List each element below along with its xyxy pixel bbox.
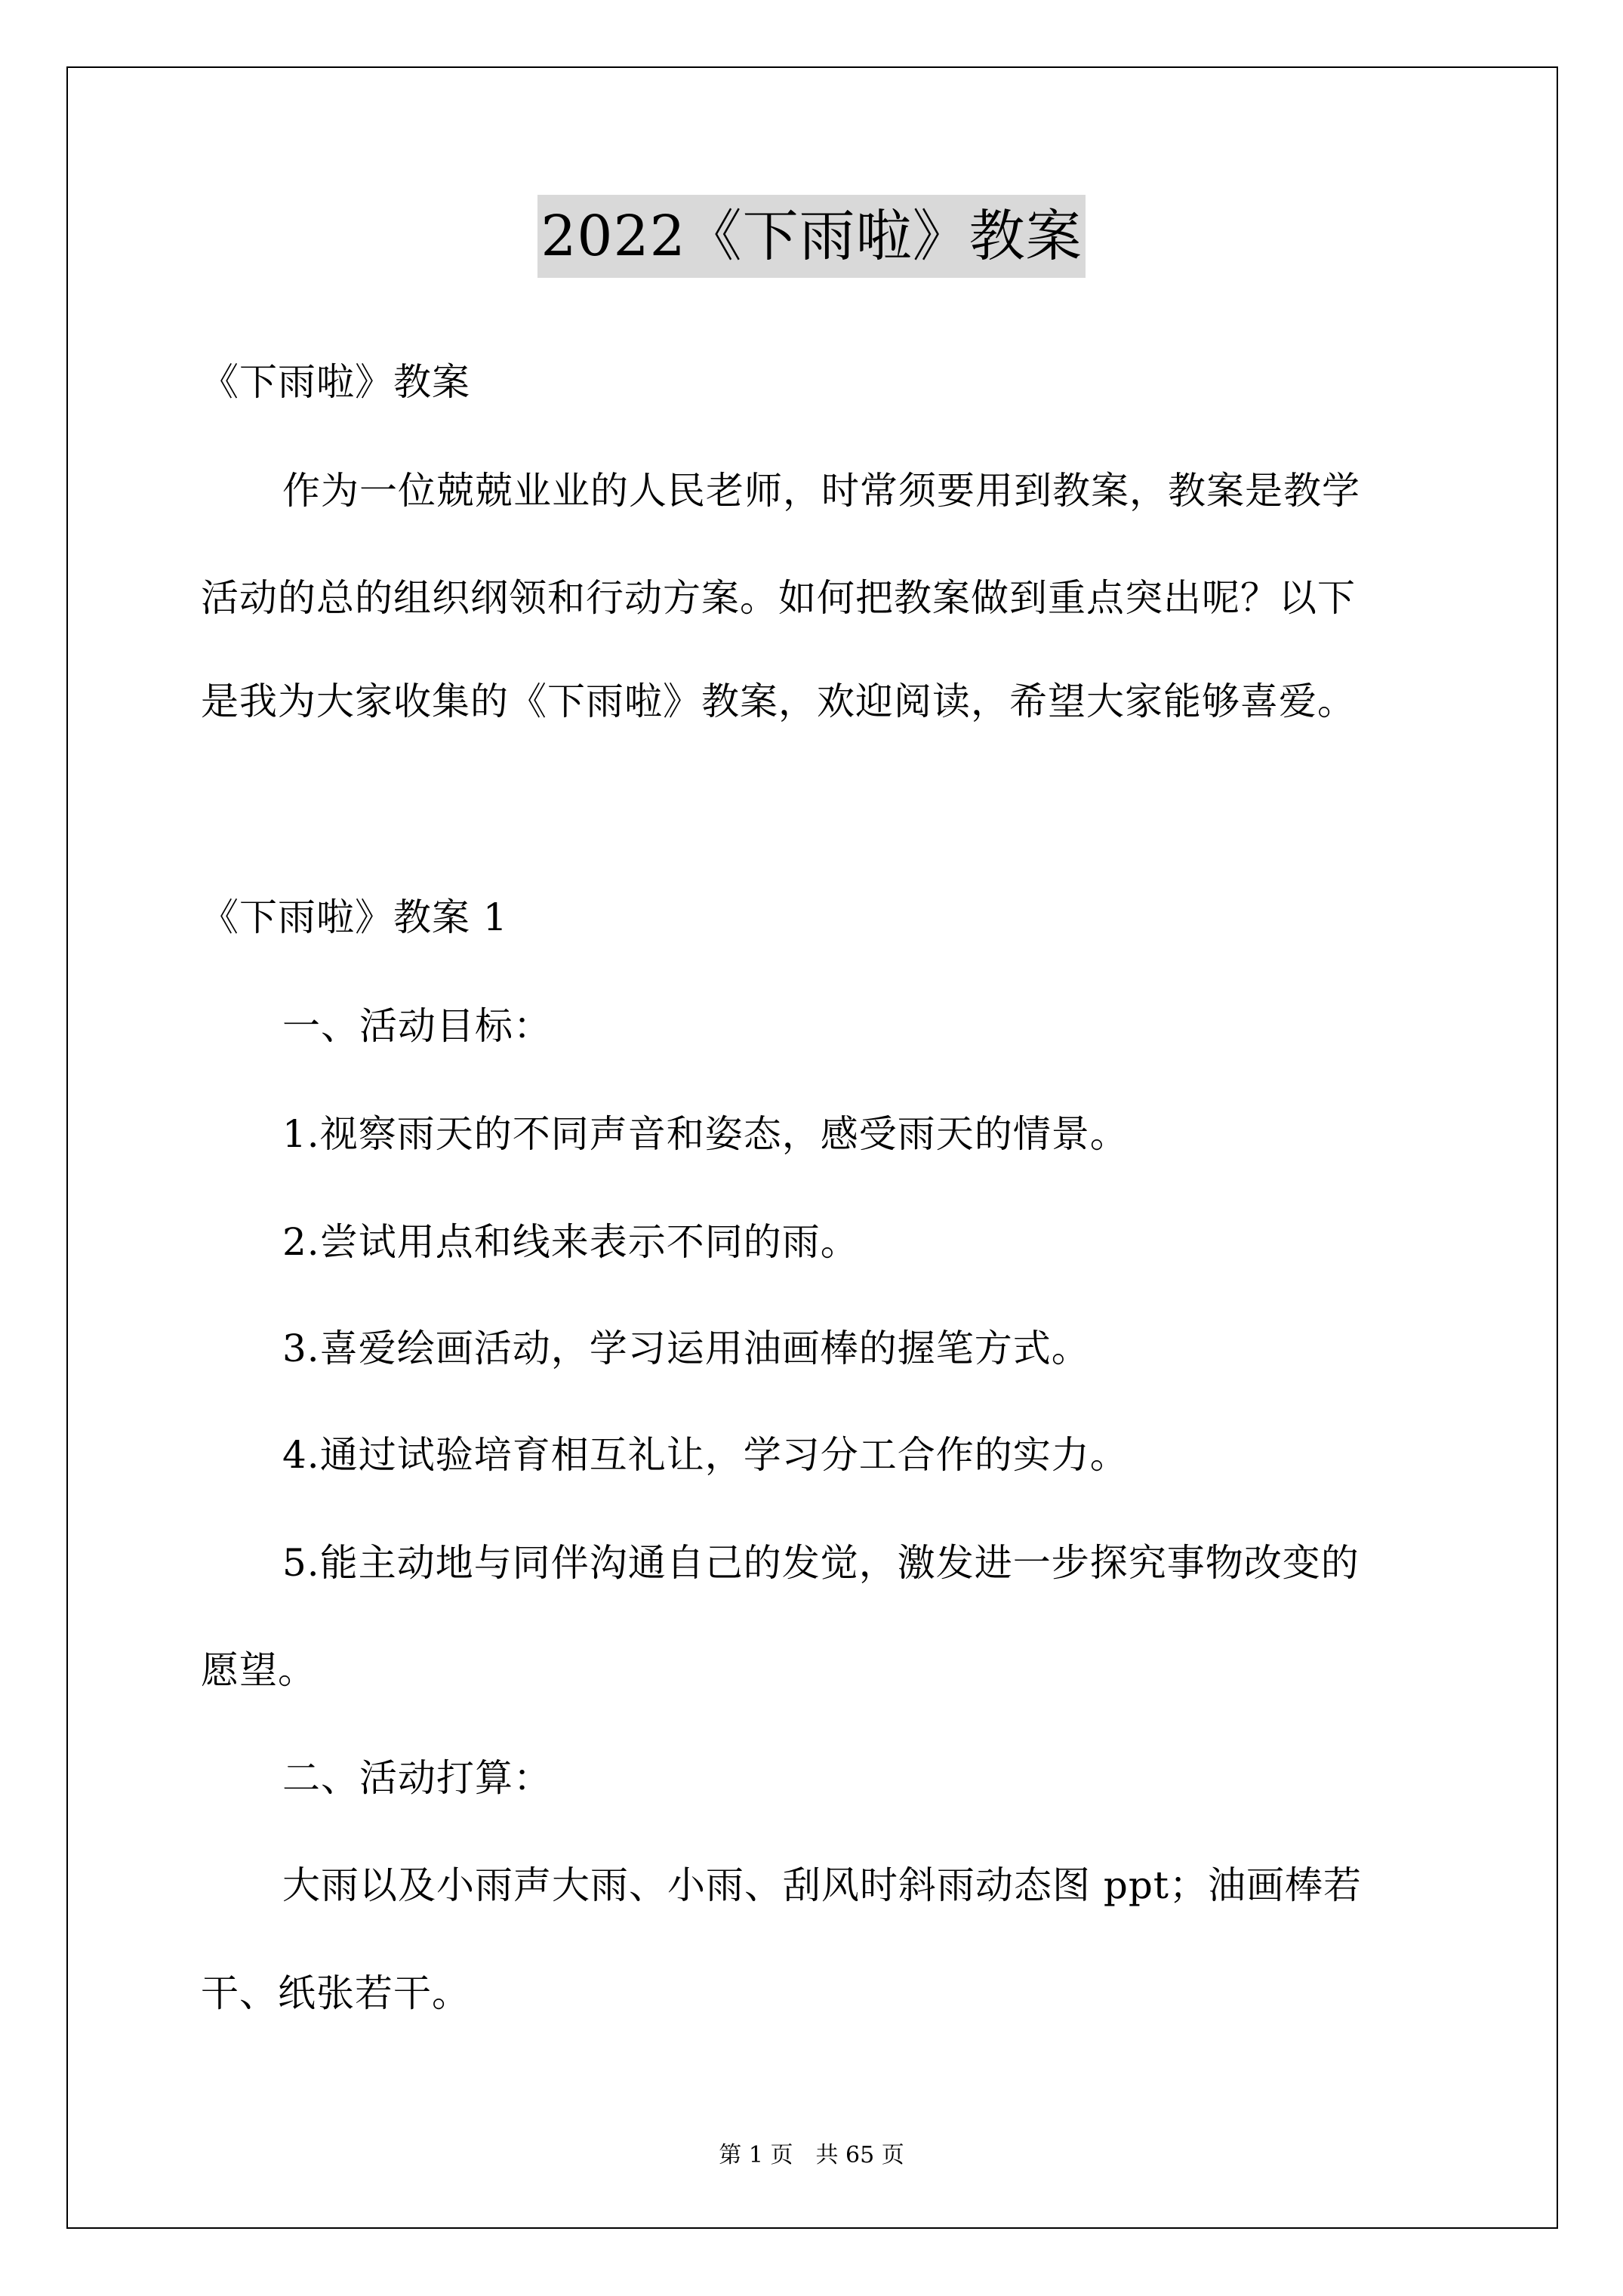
goal-item-2: 2.尝试用点和线来表示不同的雨。 <box>282 1220 859 1264</box>
intro-paragraph-line-3: 是我为大家收集的《下雨啦》教案，欢迎阅读，希望大家能够喜爱。 <box>201 680 1356 723</box>
preparation-line-2: 干、纸张若干。 <box>201 1971 470 2015</box>
document-title: 2022《下雨啦》教案 <box>537 195 1085 278</box>
title-container <box>0 195 1623 278</box>
subtitle-line: 《下雨啦》教案 <box>201 360 470 404</box>
goal-item-1: 1.视察雨天的不同声音和姿态，感受雨天的情景。 <box>282 1112 1129 1156</box>
intro-paragraph-line-1: 作为一位兢兢业业的人民老师，时常须要用到教案，教案是教学 <box>282 469 1360 513</box>
section-heading-plan-1: 《下雨啦》教案 1 <box>201 895 508 939</box>
heading-activity-preparation: 二、活动打算： <box>282 1756 552 1800</box>
goal-item-5-line-1: 5.能主动地与同伴沟通自己的发觉，激发进一步探究事物改变的 <box>282 1541 1360 1585</box>
goal-item-5-line-2: 愿望。 <box>201 1648 316 1692</box>
goal-item-4: 4.通过试验培育相互礼让，学习分工合作的实力。 <box>282 1433 1129 1477</box>
heading-activity-goals: 一、活动目标： <box>282 1004 552 1048</box>
intro-paragraph-line-2: 活动的总的组织纲领和行动方案。如何把教案做到重点突出呢？以下 <box>201 576 1356 620</box>
preparation-line-1: 大雨以及小雨声大雨、小雨、刮风时斜雨动态图 ppt；油画棒若 <box>282 1863 1362 1907</box>
page-number-footer: 第 1 页 共 65 页 <box>719 2142 904 2168</box>
goal-item-3: 3.喜爱绘画活动，学习运用油画棒的握笔方式。 <box>282 1327 1090 1370</box>
